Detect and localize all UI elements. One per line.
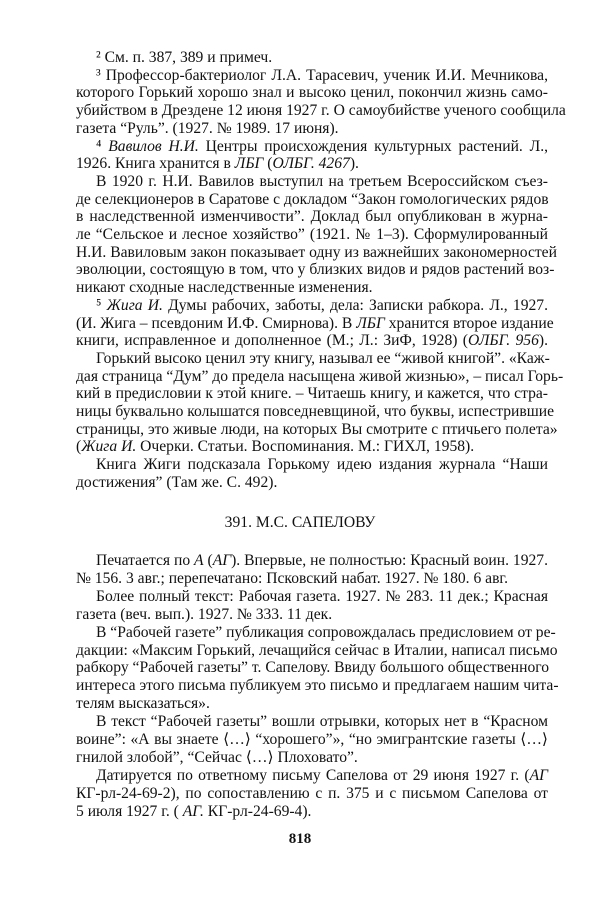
letter-heading: 391. М.С. САПЕЛОВУ <box>224 514 376 531</box>
text-segment: рабкору “Рабочей газеты” т. Сапелову. Ввиду большого общественного <box>76 659 550 677</box>
text-segment: телям высказаться». <box>76 695 210 713</box>
text-line <box>96 456 548 474</box>
text-line <box>96 49 548 67</box>
italic-segment: Вавилов Н.И. <box>108 137 199 155</box>
text-line <box>76 102 566 120</box>
text-line <box>76 261 555 279</box>
text-segment: КГ-рл-24-69-2), по сопоставлению с п. 375 и с письмом Сапелова от <box>76 784 548 802</box>
text-segment: ⁴ <box>96 137 109 155</box>
text-line <box>76 438 548 456</box>
text-line <box>76 606 548 624</box>
page-number: 818 <box>288 831 312 847</box>
text-segment: книги, исправленное и дополненное (М.; Л.: ЗиФ, 1928) ( <box>76 332 468 350</box>
text-line <box>76 474 548 492</box>
text-line <box>76 226 548 244</box>
text-line <box>96 767 548 785</box>
text-segment: газета (веч. вып.). 1927. № 333. 11 дек. <box>76 605 333 623</box>
text-line <box>76 243 557 262</box>
text-segment: Очерки. Статьи. Воспоминания. М.: ГИХЛ, 1958). <box>136 438 475 456</box>
text-segment: в наследственной изменчивости”. Доклад был опубликован в журна- <box>76 208 548 226</box>
text-segment: № 156. 3 авг.; перепечатано: Псковский набат. 1927. № 180. 6 авг. <box>76 569 508 587</box>
text-segment: (И. Жига – псевдоним И.Ф. Смирнова). В <box>76 314 357 332</box>
text-segment: Горький высоко ценил эту книгу, называл ее “живой книгой”. «Каж- <box>96 349 550 367</box>
text-line <box>96 713 548 731</box>
italic-segment: ОЛБГ. 956 <box>467 332 539 350</box>
text-line <box>76 208 548 226</box>
text-line <box>96 350 548 368</box>
text-line <box>76 314 554 333</box>
text-line <box>76 279 548 297</box>
text-line <box>76 570 548 588</box>
text-line <box>96 552 548 570</box>
text-segment: ). Впервые, не полностью: Красный воин. 1927. <box>231 552 548 569</box>
text-line <box>76 385 548 403</box>
text-line <box>96 297 548 315</box>
italic-segment: АГ. <box>178 802 204 820</box>
text-segment: воине”: «А вы знаете ⟨…⟩ “хорошего”», “но эмигрантские газеты ⟨…⟩ <box>76 731 548 748</box>
text-segment: ( <box>76 438 82 456</box>
text-segment: гнилой злобой”, “Сейчас ⟨…⟩ Плоховато”. <box>76 748 358 766</box>
text-segment: ³ Профессор-бактериолог Л.А. Тарасевич, ученик И.И. Мечникова, <box>96 66 548 84</box>
text-segment: убийством в Дрездене 12 июня 1927 г. О самоубийстве ученого сообщила <box>76 102 566 120</box>
text-segment: ² См. п. 387, 389 и примеч. <box>96 49 273 66</box>
text-line <box>76 785 548 803</box>
text-line <box>76 641 558 660</box>
text-segment: Более полный текст: Рабочая газета. 1927. № 283. 11 дек.; Красная <box>96 587 548 605</box>
text-segment: В 1920 г. Н.И. Вавилов выступил на третьем Всероссийском съез- <box>96 172 548 190</box>
italic-segment: А <box>194 552 204 569</box>
italic-segment: ЛБГ <box>356 314 385 332</box>
italic-segment: Жига И. <box>106 296 163 314</box>
text-segment: которого Горький хорошо знал и высоко ценил, покончил жизнь само- <box>76 84 548 102</box>
text-segment: В текст “Рабочей газеты” вошли отрывки, которых нет в “Красном <box>96 713 548 731</box>
text-line <box>96 67 548 85</box>
italic-segment: Жига И. <box>81 438 137 456</box>
text-line <box>76 695 548 713</box>
text-line <box>76 367 564 386</box>
italic-segment: АГ <box>529 766 548 784</box>
text-line <box>96 588 548 606</box>
text-segment: дакции: «Максим Горький, лечащийся сейчас в Италии, написал письмо <box>76 641 558 659</box>
text-segment: ницы буквально колышатся повседневщиной, что буквы, испестрившие <box>76 403 554 420</box>
text-segment: ле “Сельское и лесное хозяйство” (1921. № 1–3). Сформулированный <box>76 226 548 243</box>
text-segment: Центры происхождения культурных растений. Л., <box>198 137 549 155</box>
text-line <box>76 403 554 421</box>
text-line <box>76 332 548 350</box>
text-segment: достижения” (Там же. С. 492). <box>76 473 278 491</box>
text-segment: В “Рабочей газете” публикация сопровождалась предисловием от ре- <box>96 623 556 641</box>
text-line <box>76 749 548 767</box>
text-line <box>76 677 559 695</box>
text-line <box>76 120 548 138</box>
text-segment: Печатается по <box>96 552 195 569</box>
text-line <box>96 173 548 191</box>
text-segment: ). <box>538 332 548 350</box>
text-line <box>76 659 548 677</box>
text-segment: страницы, это живые люди, на которых Вы смотрите с птичьего полета» <box>76 420 558 438</box>
text-line <box>76 420 558 439</box>
italic-segment: ОЛБГ. 4267 <box>272 155 350 173</box>
text-segment: 1926. Книга хранится в <box>76 155 235 173</box>
text-segment: Н.И. Вавиловым закон показывает одну из важнейших закономерностей <box>76 243 557 261</box>
text-line <box>76 191 548 209</box>
text-line <box>96 623 556 642</box>
text-segment: ( <box>203 552 213 569</box>
text-line <box>76 731 548 749</box>
text-segment: кий в предисловии к этой книге. – Читаешь книгу, и кажется, что стра- <box>76 385 548 403</box>
text-segment: интереса этого письма публикуем это письмо и предлагаем нашим чита- <box>76 677 559 695</box>
text-segment: газета “Руль”. (1927. № 1989. 17 июня). <box>76 119 339 137</box>
text-segment: ). <box>349 155 359 173</box>
text-line <box>96 138 548 156</box>
text-line <box>76 803 548 821</box>
text-segment: ⁵ <box>96 296 107 314</box>
text-segment: Датируется по ответному письму Сапелова от 29 июня 1927 г. ( <box>96 766 530 784</box>
text-segment: 5 июля 1927 г. ( <box>76 802 179 820</box>
text-segment: КГ-рл-24-69-4). <box>203 802 312 820</box>
text-segment: ( <box>263 155 273 173</box>
italic-segment: АГ <box>212 552 232 569</box>
text-line <box>76 84 548 102</box>
text-segment: никают сходные наследственные изменения. <box>76 279 373 297</box>
text-line <box>76 155 548 173</box>
italic-segment: ЛБГ <box>234 155 264 173</box>
text-segment: де селекционеров в Саратове с докладом “Закон гомологических рядов <box>76 190 549 208</box>
text-segment: эволюции, состоящую в том, что у близких видов и рядов растений воз- <box>76 261 555 279</box>
text-segment: Книга Жиги подсказала Горькому идею издания журнала “Наши <box>96 456 548 474</box>
text-segment: дая страница “Дум” до предела насыщена живой жизнью», – писал Горь- <box>76 367 564 385</box>
text-segment: хранится второе издание <box>384 314 554 332</box>
text-segment: Думы рабочих, заботы, дела: Записки рабкора. Л., 1927. <box>162 296 548 314</box>
